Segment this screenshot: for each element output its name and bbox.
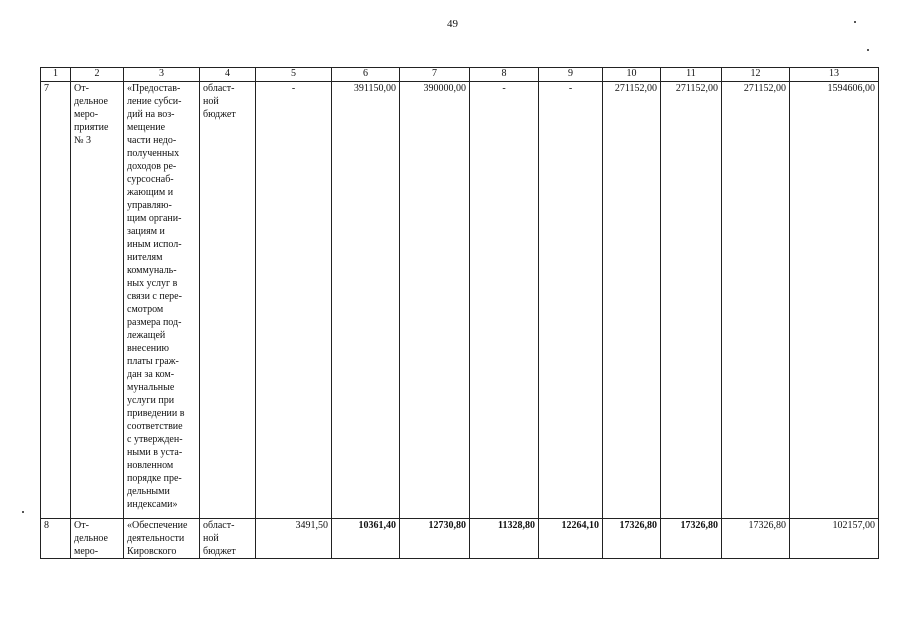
cell-col13: 102157,00 <box>790 519 879 559</box>
cell-col10: 17326,80 <box>603 519 661 559</box>
measure-name: От- дельное меро- приятие № 3 <box>71 82 124 519</box>
column-header: 13 <box>790 68 879 82</box>
funding-source: област- ной бюджет <box>200 519 256 559</box>
column-header: 5 <box>256 68 332 82</box>
scan-speck <box>22 511 24 513</box>
scan-speck <box>867 49 869 51</box>
column-header: 12 <box>722 68 790 82</box>
row-number: 7 <box>41 82 71 519</box>
cell-col7: 390000,00 <box>400 82 470 519</box>
scan-speck <box>854 21 856 23</box>
page-number: 49 <box>447 18 458 30</box>
cell-col5: 3491,50 <box>256 519 332 559</box>
column-header: 4 <box>200 68 256 82</box>
measure-description: «Предостав- ление субси- дий на воз- мещение части недо- полученных доходов ре- сурсоснаб- жающим и управляю- щим органи- зациям и иным испол- нителям коммуналь- ных услуг в связи с пере- смотром размера под- лежащей внесению платы граж- дан за ком- мунальные услуги при приведении в соответствие с утвержден- ными в уста- новленном порядке пре- дельными индексами» <box>124 82 200 519</box>
cell-col12: 17326,80 <box>722 519 790 559</box>
column-header: 6 <box>332 68 400 82</box>
budget-table <box>40 67 879 559</box>
cell-col8: - <box>470 82 539 519</box>
column-header: 10 <box>603 68 661 82</box>
column-header: 3 <box>124 68 200 82</box>
cell-col11: 17326,80 <box>661 519 722 559</box>
cell-col13: 1594606,00 <box>790 82 879 519</box>
cell-col11: 271152,00 <box>661 82 722 519</box>
cell-col10: 271152,00 <box>603 82 661 519</box>
table-row <box>41 82 879 519</box>
cell-col9: - <box>539 82 603 519</box>
cell-col8: 11328,80 <box>470 519 539 559</box>
cell-col12: 271152,00 <box>722 82 790 519</box>
table-row <box>41 519 879 559</box>
funding-source: област- ной бюджет <box>200 82 256 519</box>
column-header: 2 <box>71 68 124 82</box>
column-header: 11 <box>661 68 722 82</box>
header-row <box>41 68 879 82</box>
cell-col9: 12264,10 <box>539 519 603 559</box>
cell-col6: 391150,00 <box>332 82 400 519</box>
column-header: 7 <box>400 68 470 82</box>
column-header: 9 <box>539 68 603 82</box>
row-number: 8 <box>41 519 71 559</box>
cell-col6: 10361,40 <box>332 519 400 559</box>
measure-description: «Обеспечение деятельности Кировского <box>124 519 200 559</box>
cell-col5: - <box>256 82 332 519</box>
column-header: 8 <box>470 68 539 82</box>
measure-name: От- дельное меро- <box>71 519 124 559</box>
column-header: 1 <box>41 68 71 82</box>
cell-col7: 12730,80 <box>400 519 470 559</box>
